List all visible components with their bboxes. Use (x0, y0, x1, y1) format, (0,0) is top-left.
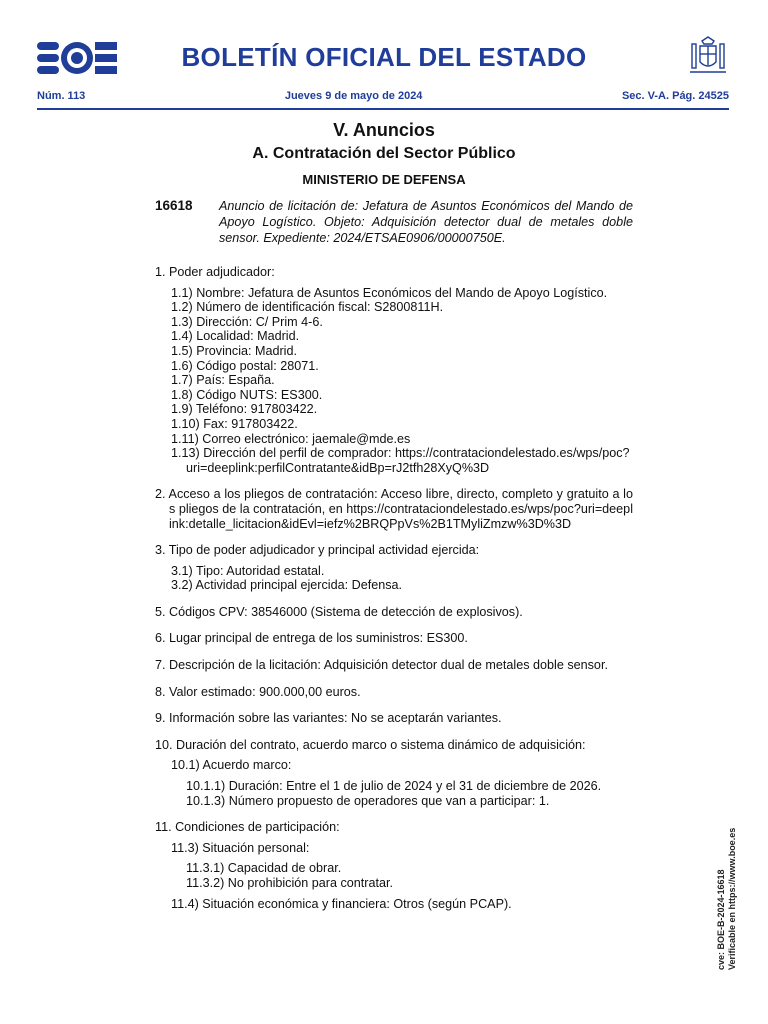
section-7: 7. Descripción de la licitación: Adquisición detector dual de metales doble sensor. (155, 658, 608, 673)
boe-logo-icon (37, 40, 117, 76)
list-item: 1.8) Código NUTS: ES300. (171, 387, 323, 402)
section-1 (155, 265, 633, 475)
list-item: 1.6) Código postal: 28071. (171, 358, 319, 373)
tender-docs-link[interactable]: 2. Acceso a los pliegos de contratación: Acceso libre, directo, completo y gratuito a los pliegos de la contratación, en https://contrataciondelestado.es/wps/poc?uri=deeplink:detalle_licitacion&idEvl=iefz%2BRQPpVs%2B1TMyliZmzw%3D%3D (155, 487, 633, 531)
section-10 (155, 738, 633, 808)
section-heading: 1. Poder adjudicador: (155, 265, 275, 279)
list-item: 1.9) Teléfono: 917803422. (171, 402, 318, 417)
issue-number: Núm. 113 (37, 90, 86, 102)
coat-of-arms-icon (686, 34, 730, 78)
list-item: 1.7) País: España. (171, 373, 275, 388)
list-item: 1.11) Correo electrónico: jaemale@mde.es (171, 431, 411, 446)
section-heading: 10. Duración del contrato, acuerdo marco o sistema dinámico de adquisición: (155, 737, 586, 752)
cve-code: cve: BOE-B-2024-16618 (716, 869, 726, 970)
list-item: 11.3.1) Capacidad de obrar. (186, 861, 342, 876)
subsection-heading: 10.1) Acuerdo marco: (171, 758, 292, 773)
header-rule (37, 108, 729, 110)
list-item: 10.1.1) Duración: Entre el 1 de julio de 2024 y el 31 de diciembre de 2026. (186, 779, 602, 794)
announcement-description: Anuncio de licitación de: Jefatura de Asuntos Económicos del Mando de Apoyo Logístico. Objeto: Adquisición detector dual de metales doble sensor. Expediente: 2024/ETSAE0906/00000750E. (219, 199, 633, 245)
section-5: 5. Códigos CPV: 38546000 (Sistema de detección de explosivos). (155, 604, 523, 619)
issue-date: Jueves 9 de mayo de 2024 (284, 90, 423, 102)
list-item: 1.5) Provincia: Madrid. (171, 343, 297, 358)
list-item: 1.2) Número de identificación fiscal: S2800811H. (171, 300, 444, 315)
section-subtitle: A. Contratación del Sector Público (252, 145, 516, 162)
subsection-heading: 11.4) Situación económica y financiera: Otros (según PCAP). (171, 896, 512, 911)
list-item: 3.1) Tipo: Autoridad estatal. (171, 563, 325, 578)
list-item: 1.4) Localidad: Madrid. (171, 329, 300, 344)
subsection-heading: 11.3) Situación personal: (171, 840, 310, 855)
list-item: 3.2) Actividad principal ejercida: Defensa. (171, 578, 403, 593)
section-heading: 3. Tipo de poder adjudicador y principal actividad ejercida: (155, 543, 480, 558)
issue-header (37, 90, 729, 102)
list-item: 11.3.2) No prohibición para contratar. (186, 876, 393, 890)
section-items (155, 861, 633, 890)
list-item: 1.1) Nombre: Jefatura de Asuntos Económicos del Mando de Apoyo Logístico. (171, 285, 608, 300)
announcement-number: 16618 (155, 198, 193, 213)
list-item: 1.10) Fax: 917803422. (171, 416, 298, 431)
section-items (155, 286, 633, 476)
section-9: 9. Información sobre las variantes: No se aceptarán variantes. (155, 711, 502, 726)
buyer-profile-link[interactable]: 1.13) Dirección del perfil de comprador: https://contrataciondelestado.es/wps/poc?uri=deeplink:perfilContratante&idBp=rJ2tfh28XyQ%3D (171, 446, 630, 475)
section-title: V. Anuncios (333, 120, 435, 140)
section-11 (155, 820, 633, 911)
section-6: 6. Lugar principal de entrega de los suministros: ES300. (155, 631, 468, 646)
masthead-title: BOLETÍN OFICIAL DEL ESTADO (181, 42, 587, 72)
cve-verification (716, 828, 738, 970)
section-8: 8. Valor estimado: 900.000,00 euros. (155, 684, 361, 699)
section-3 (155, 543, 633, 593)
section-items (155, 779, 633, 808)
verification-url[interactable]: Verificable en https://www.boe.es (727, 827, 737, 970)
list-item: 10.1.3) Número propuesto de operadores que van a participar: 1. (186, 793, 550, 808)
section-page: Sec. V-A. Pág. 24525 (621, 90, 729, 102)
announcement-body (155, 265, 633, 923)
section-items (155, 564, 633, 593)
ministry-name: MINISTERIO DE DEFENSA (302, 172, 466, 187)
section-heading: 11. Condiciones de participación: (155, 820, 340, 835)
list-item: 1.3) Dirección: C/ Prim 4-6. (171, 314, 323, 329)
